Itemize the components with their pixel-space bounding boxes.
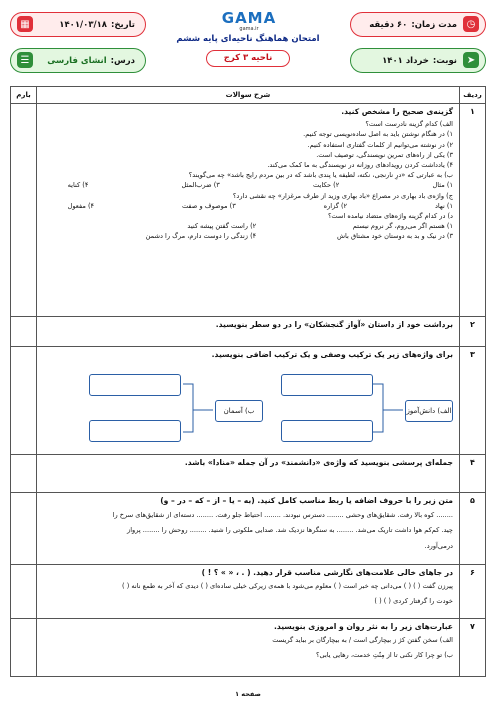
question-number: ۴ <box>460 455 486 493</box>
question-row-4 <box>11 455 486 493</box>
question-row-3 <box>11 347 486 455</box>
option: ۴) زندگی را دوست دارم، مرگ را دشمن <box>145 232 257 241</box>
options-c <box>68 201 453 211</box>
text-line: خودت را گرفتار کردی ( ) ( ) <box>374 597 453 606</box>
col-row-header: ردیف <box>460 87 486 104</box>
option: ۴) مفعول <box>67 201 95 210</box>
question-body <box>37 317 460 347</box>
gama-logo <box>209 10 289 32</box>
option-line: ۴) یادداشت کردن رویدادهای روزانه در نویسندگی به ما کمک می‌کند. <box>267 161 453 170</box>
table-header-row <box>11 87 486 104</box>
clock-icon: ◷ <box>463 16 479 32</box>
word-diagram <box>43 362 453 450</box>
question-line: الف) کدام گزینه نادرست است؟ <box>365 120 453 129</box>
question-number: ۵ <box>460 493 486 565</box>
question-title: عبارت‌های زیر را به نثر روان و امروزی بنویسید. <box>273 622 453 631</box>
question-body <box>37 455 460 493</box>
question-row-6 <box>11 565 486 619</box>
question-line: د) در کدام گزینه واژه‌های متضاد نیامده است؟ <box>327 212 453 221</box>
question-title: برداشت خود از داستان «آواز گنجشکان» را در دو سطر بنویسید. <box>215 320 453 329</box>
question-number: ۳ <box>460 347 486 455</box>
text-line: چید. کم‌کم هوا داشت تاریک می‌شد. ........ به سنگرها نزدیک شد. صدایی ملکوتی را شنید. ........ روحش را ........ پرواز <box>127 526 453 535</box>
date-box <box>10 12 146 37</box>
question-title: گزینه‌ی صحیح را مشخص کنید. <box>341 107 453 116</box>
question-line: ب) به عبارتی که «درِ نارنجی، نکته، لطیفه یا پندی باشد که در بین مردم رایج باشد» چه می‌گویند؟ <box>188 171 453 180</box>
option: ۴) کنایه <box>67 181 89 190</box>
score-cell <box>11 493 37 565</box>
answer-box-a1[interactable] <box>281 374 373 396</box>
score-cell <box>11 104 37 317</box>
col-score-header: بارم <box>11 87 37 104</box>
question-number: ۶ <box>460 565 486 619</box>
option-line: ۱) در هنگام نوشتن باید به اصل ساده‌نویسی توجه کنیم. <box>303 130 453 139</box>
score-cell <box>11 619 37 677</box>
duration-label: مدت زمان: <box>411 19 457 30</box>
subject-label: درس: <box>110 55 135 66</box>
calendar-icon: ▦ <box>17 16 33 32</box>
word-box-a: الف) دانش‌آموز <box>405 400 453 422</box>
question-body <box>37 347 460 455</box>
answer-box-b1[interactable] <box>89 374 181 396</box>
question-row-2 <box>11 317 486 347</box>
word-box-b: ب) آسمان <box>215 400 263 422</box>
duration-box <box>350 12 486 37</box>
date-label: تاریخ: <box>111 19 135 30</box>
exam-header <box>10 8 486 76</box>
question-body <box>37 619 460 677</box>
books-icon: ☰ <box>17 52 33 68</box>
text-line: الف) سخن گفتن کژ ز بیچارگی است / به بیچارگان بر بباید گریست <box>272 636 453 645</box>
question-title: در جاهای خالی علامت‌های نگارشی مناسب قرار دهید. ( . ، « » ؟ ! ) <box>201 568 453 577</box>
option-line: ۳) یکی از راه‌های تمرین نویسندگی، توصیف است. <box>316 150 453 159</box>
question-row-5 <box>11 493 486 565</box>
date-value: ۱۴۰۱/۰۳/۱۸ <box>59 19 107 30</box>
option-line: ۲) در نوشته می‌توانیم از کلمات گفتاری استفاده کنیم. <box>307 140 453 149</box>
question-row-7 <box>11 619 486 677</box>
answer-box-a2[interactable] <box>281 420 373 442</box>
option: ۱) هستم اگر می‌روم، گر نروم نیستم <box>352 222 453 231</box>
text-line: ........ کوه بالا رفت. شقایق‌های وحشی ........ دسترس نبودند. ........ احتیاط جلو رفت. ........ دسته‌ای از شقایق‌های سرخ را <box>112 511 453 520</box>
option: ۱) نهاد <box>434 201 453 210</box>
logo-text: GAMA <box>221 8 277 27</box>
session-box <box>350 48 486 73</box>
page-footer: صفحه ۱ <box>235 690 261 698</box>
region-badge: ناحیه ۳ کرج <box>206 50 290 67</box>
question-number: ۷ <box>460 619 486 677</box>
question-title: متن زیر را با حروف اضافه یا ربط مناسب کامل کنید. (به – یا – از – که – در – و) <box>160 496 453 505</box>
text-line: ب) تو چرا کار نکنی تا از مِنّتِ خدمت، رهایی یابی؟ <box>315 651 453 660</box>
option: ۲) راست گفتن پیشه کنید <box>187 222 257 231</box>
question-line: ج) واژه‌ی باد بهاری در مصراع «باد بهاری وزید از طرف مرغزار» چه نقشی دارد؟ <box>232 191 453 200</box>
session-label: نوبت: <box>432 55 457 66</box>
options-d-row2 <box>59 231 453 241</box>
score-cell <box>11 317 37 347</box>
megaphone-icon: ➤ <box>463 52 479 68</box>
logo-subtext: gama.ir <box>239 25 259 32</box>
duration-value: ۶۰ دقیقه <box>369 19 408 30</box>
options-b <box>68 180 453 190</box>
question-title: برای واژه‌های زیر یک ترکیب وصفی و یک ترکیب اضافی بنویسید. <box>211 350 453 359</box>
question-body <box>37 104 460 317</box>
questions-table <box>10 86 486 677</box>
question-number: ۲ <box>460 317 486 347</box>
option: ۲) گزاره <box>323 201 348 210</box>
text-line: پیرزن گفت ( ) ( ) می‌دانی چه خبر است ( ) معلوم می‌شود با همه‌ی زیرکی خیلی ساده‌ای ( ) دیدی که آخر به طمع نانه ( ) <box>122 582 453 591</box>
subject-value: انشای فارسی <box>47 55 107 66</box>
question-number: ۱ <box>460 104 486 317</box>
question-title: جمله‌ای پرسشی بنویسید که واژه‌ی «دانشمند» در آن جمله «منادا» باشد. <box>184 458 453 467</box>
question-row-1 <box>11 104 486 317</box>
question-body <box>37 565 460 619</box>
text-line: درمی‌آورد. <box>424 541 453 550</box>
option: ۳) ضرب‌المثل <box>181 181 220 190</box>
exam-title: امتحان هماهنگ ناحیه‌ای پایه ششم <box>176 34 320 44</box>
option: ۳) در نیک و بد به دوستان خود مشتاق باش <box>336 232 453 241</box>
score-cell <box>11 455 37 493</box>
answer-box-b2[interactable] <box>89 420 181 442</box>
col-desc-header: شرح سوالات <box>37 87 460 104</box>
option: ۱) مثال <box>432 181 453 190</box>
option: ۲) حکایت <box>313 181 340 190</box>
subject-box <box>10 48 146 73</box>
option: ۳) موصوف و صفت <box>181 201 236 210</box>
score-cell <box>11 565 37 619</box>
session-value: خرداد ۱۴۰۱ <box>382 55 429 66</box>
options-d-row1 <box>59 221 453 231</box>
question-body <box>37 493 460 565</box>
